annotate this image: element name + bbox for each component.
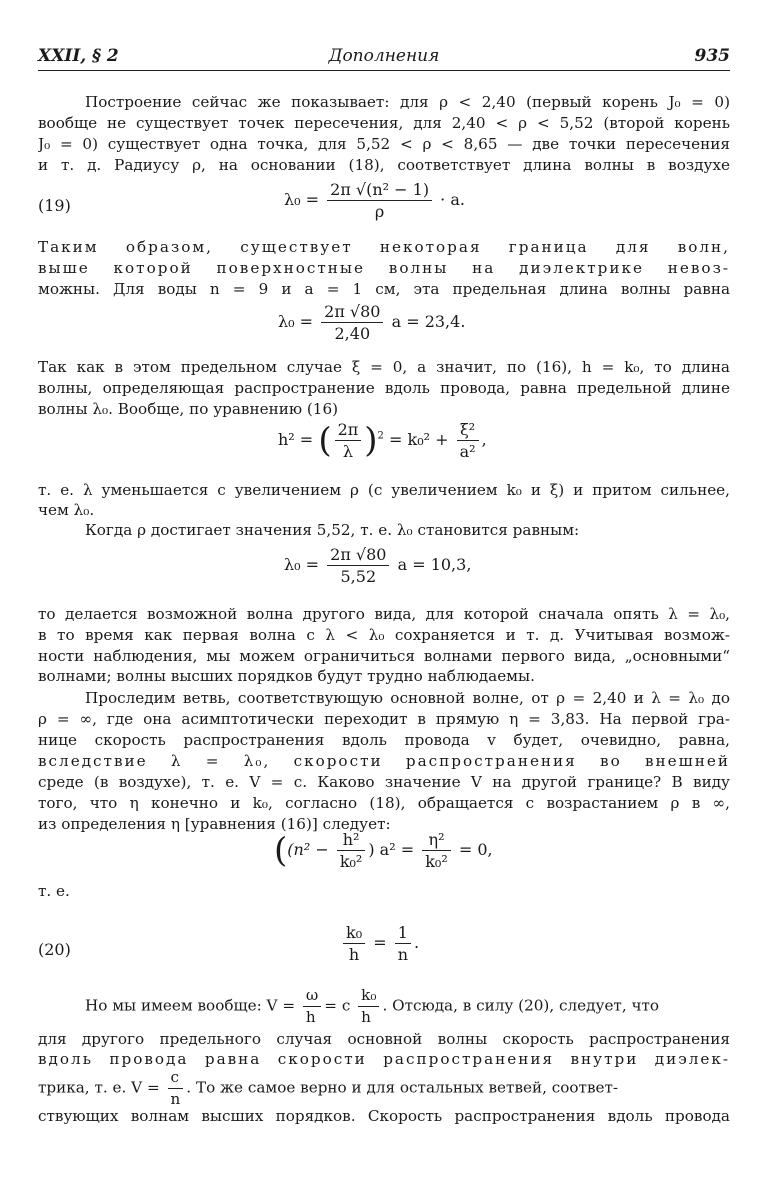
text-line: Проследим ветвь, соответствующую основной волне, от ρ = 2,40 и λ = λ₀ до [85, 689, 730, 707]
numerator: ω [303, 986, 321, 1007]
eq-mid: = k₀² + [389, 430, 449, 449]
denominator: ρ [374, 202, 385, 221]
equation-h-squared [278, 420, 487, 461]
page-header [38, 46, 730, 68]
equation-20 [340, 923, 419, 964]
text-line: ρ = ∞, где она асимптотически переходит в прямую η = 3,83. На первой гра- [38, 710, 730, 728]
fraction [422, 830, 451, 871]
text-line: волны λ₀. Вообще, по уравнению (16) [38, 400, 339, 418]
text-line: ности наблюдения, мы можем ограничиться волнами первого вида, „основными“ [38, 647, 730, 665]
numerator: 2π √(n² − 1) [327, 180, 432, 201]
denominator: k₀² [425, 852, 448, 871]
equation-number: (19) [38, 196, 71, 215]
text-run: Но мы имеем вообще: V = [85, 996, 296, 1015]
equation-number: (20) [38, 940, 71, 959]
numerator: c [168, 1068, 184, 1089]
text-line: волнами; волны высших порядков будут трудно наблюдаемы. [38, 667, 535, 685]
numerator: 2π [335, 420, 362, 441]
denominator: h [361, 1008, 371, 1026]
text-line: чем λ₀. [38, 501, 95, 519]
header-rule [38, 70, 730, 71]
eq-lhs: λ₀ = [278, 312, 314, 331]
equation-second-limit [284, 545, 471, 586]
denominator: h [305, 1008, 316, 1026]
fraction [457, 420, 479, 461]
fraction [327, 545, 389, 586]
numerator: k₀ [343, 923, 365, 944]
section-label: XXII, § 2 [38, 46, 119, 66]
denominator: λ [342, 442, 353, 461]
eq-rhs: a = 23,4. [391, 312, 466, 331]
text-run: . Отсюда, в силу (20), следует, что [382, 996, 660, 1015]
text-line: Когда ρ достигает значения 5,52, т. е. λ₀ становится равным: [85, 521, 580, 539]
eq-lhs: (n² − [287, 840, 329, 859]
text-line: для другого предельного случая основной волны скорость распространения [38, 1030, 730, 1048]
eq-rhs: , [481, 430, 487, 449]
fraction [327, 180, 432, 221]
text-run: трика, т. е. V = [38, 1078, 160, 1097]
fraction [321, 302, 383, 343]
eq-mid: = [373, 933, 387, 952]
text-line: вообще не существует точек пересечения, для 2,40 < ρ < 5,52 (второй корень [38, 114, 730, 132]
text-line: Таким образом, существует некоторая граница для волн, [38, 238, 730, 256]
text-line: среде (в воздухе), т. е. V = c. Каково значение V на другой границе? В виду [38, 773, 730, 791]
eq-mid: ) a² = [368, 840, 415, 859]
text-line: то делается возможной волна другого вида, для которой сначала опять λ = λ₀, [38, 605, 730, 623]
text-line: т. е. [38, 882, 70, 900]
fraction [343, 923, 365, 964]
text-line: можны. Для воды n = 9 и a = 1 см, эта предельная длина волны равна [38, 280, 730, 298]
exponent: 2 [377, 430, 384, 442]
text-line: нице скорость распространения вдоль провода v будет, очевидно, равна, [38, 731, 730, 749]
paren-open: ( [318, 420, 332, 461]
text-line: того, что η конечно и k₀, согласно (18), обращается с возрастанием ρ в ∞, [38, 794, 730, 812]
eq-lhs: h² = [278, 430, 314, 449]
fraction [395, 923, 411, 964]
fraction [303, 986, 321, 1027]
text-line [85, 986, 730, 1027]
numerator: h² [337, 830, 366, 851]
denominator: n [170, 1090, 181, 1108]
text-line: выше которой поверхностные волны на диэлектрике невоз- [38, 259, 730, 277]
text-line: ствующих волнам высших порядков. Скорость распространения вдоль провода [38, 1107, 730, 1125]
equation-19 [284, 180, 465, 221]
text-line: Так как в этом предельном случае ξ = 0, а значит, по (16), h = k₀, то длина [38, 358, 730, 376]
running-title: Дополнения [328, 46, 440, 66]
text-line: J₀ = 0) существует одна точка, для 5,52 < ρ < 8,65 — две точки пересечения [38, 135, 730, 153]
page-number: 935 [694, 46, 730, 66]
text-line: из определения η [уравнения (16)] следует: [38, 815, 391, 833]
denominator: n [397, 945, 409, 964]
paren-close: ) [364, 420, 378, 461]
text-line: т. е. λ уменьшается с увеличением ρ (с увеличением k₀ и ξ) и притом сильнее, [38, 481, 730, 499]
text-run: . То же самое верно и для остальных ветвей, соответ- [186, 1078, 619, 1097]
text-line: Построение сейчас же показывает: для ρ < 2,40 (первый корень J₀ = 0) [85, 93, 730, 111]
denominator: k₀² [339, 852, 363, 871]
fraction [358, 986, 379, 1027]
text-line: вследствие λ = λ₀, скорости распространения во внешней [38, 752, 730, 770]
text-line: волны, определяющая распространение вдоль провода, равна предельной длине [38, 379, 730, 397]
fraction [168, 1068, 184, 1109]
eq-lhs: λ₀ = [284, 555, 320, 574]
eq-rhs: a = 10,3, [397, 555, 472, 574]
numerator: k₀ [358, 986, 379, 1007]
equation-eta [274, 830, 493, 871]
text-line: вдоль провода равна скорости распространения внутри диэлек- [38, 1050, 730, 1068]
denominator: h [348, 945, 360, 964]
fraction [337, 830, 366, 871]
numerator: 1 [395, 923, 411, 944]
text-line: и т. д. Радиусу ρ, на основании (18), соответствует длина волны в воздухе [38, 156, 730, 174]
eq-rhs: · a. [440, 190, 465, 209]
denominator: 2,40 [334, 324, 371, 343]
numerator: η² [422, 830, 451, 851]
equation-water-limit [278, 302, 465, 343]
text-run: = c [324, 996, 351, 1015]
eq-rhs: = 0, [458, 840, 493, 859]
eq-lhs: λ₀ = [284, 190, 320, 209]
text-line: в то время как первая волна с λ < λ₀ сохраняется и т. д. Учитывая возмож- [38, 626, 730, 644]
numerator: 2π √80 [327, 545, 389, 566]
eq-rhs: . [414, 933, 420, 952]
text-line [38, 1068, 730, 1109]
paren-open: ( [274, 830, 288, 871]
denominator: a² [459, 442, 476, 461]
numerator: 2π √80 [321, 302, 383, 323]
numerator: ξ² [457, 420, 479, 441]
fraction [335, 420, 362, 461]
denominator: 5,52 [340, 567, 377, 586]
